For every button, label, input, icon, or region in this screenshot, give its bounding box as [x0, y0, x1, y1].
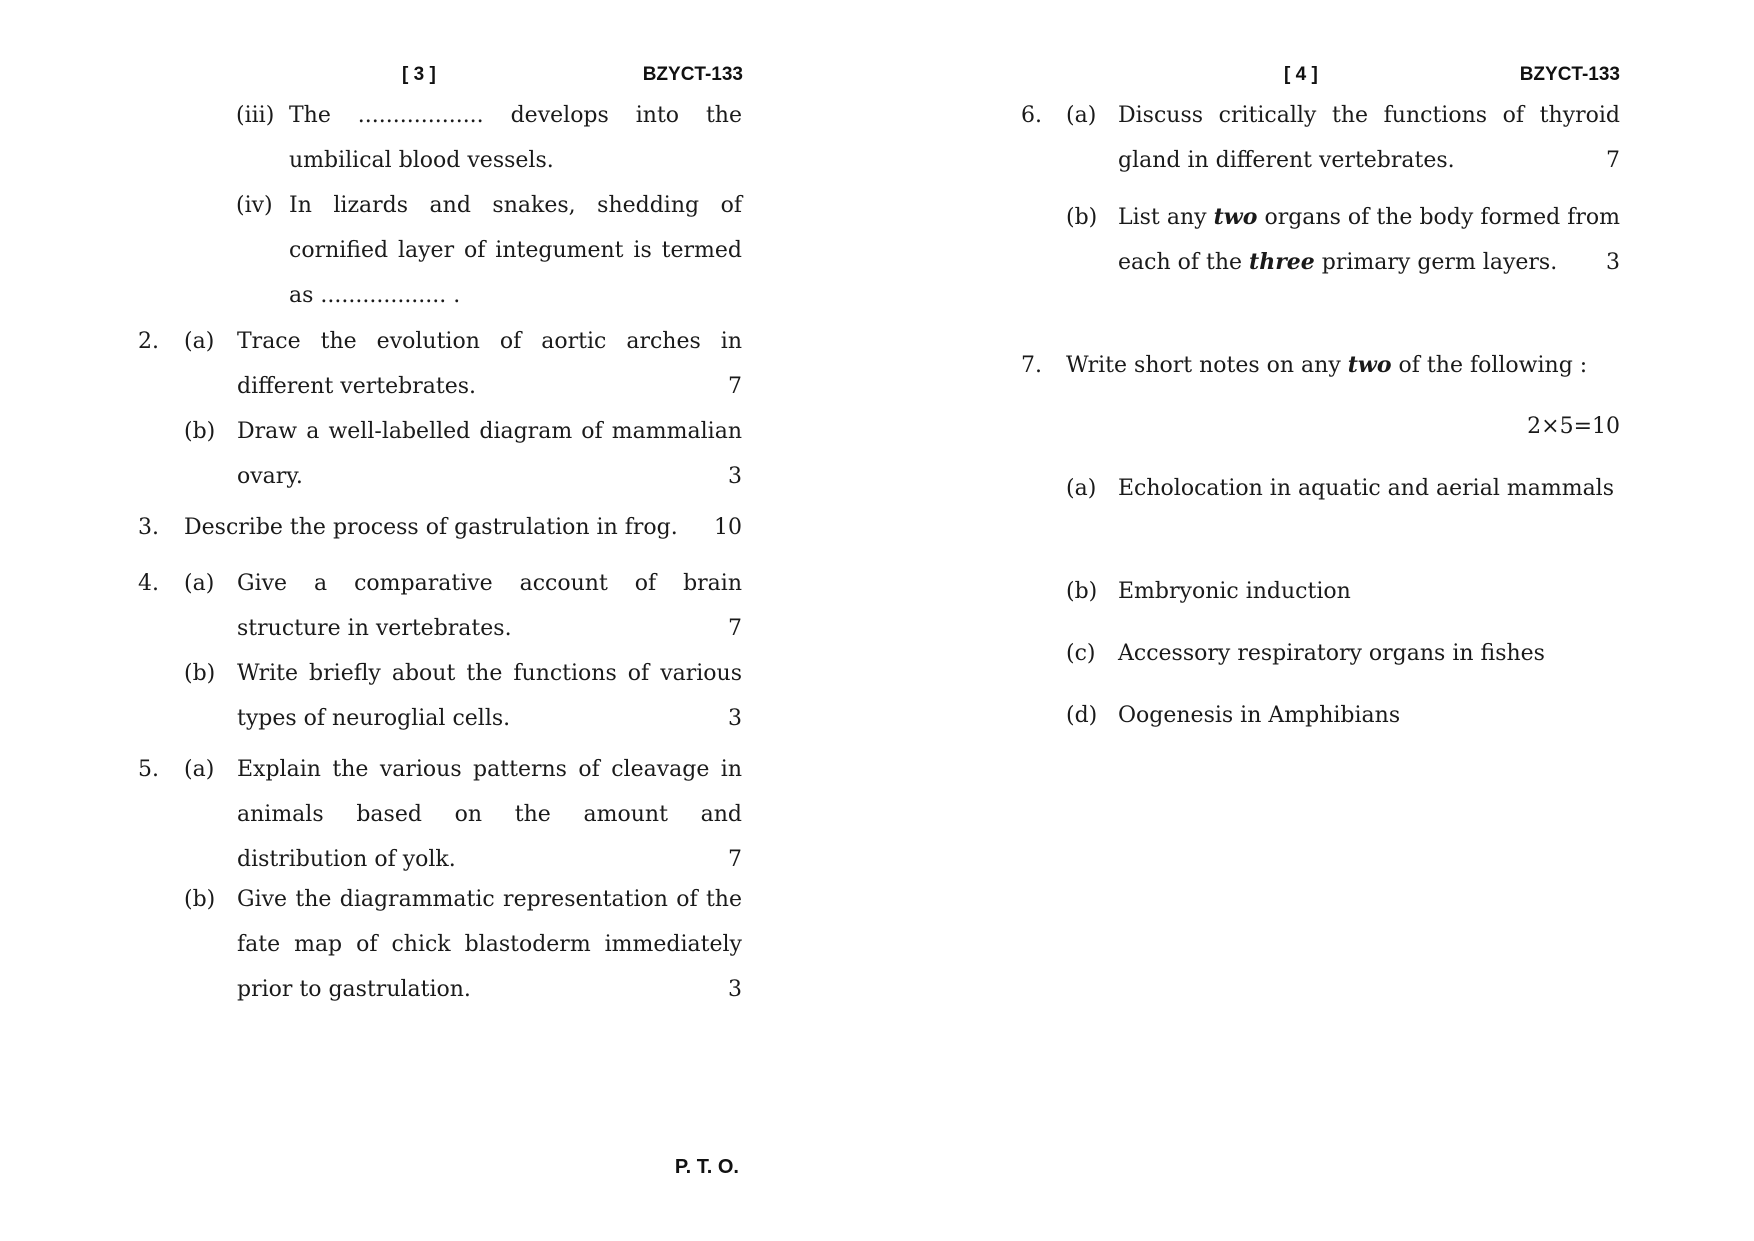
item-text: In lizards and snakes, shedding of cornified layer of integument is termed as .................. . [289, 193, 742, 308]
part-b [237, 409, 742, 499]
part-text: Explain the various patterns of cleavage in animals based on the amount and distribution of yolk. [237, 757, 742, 872]
option-text: Echolocation in aquatic and aerial mammals [1118, 476, 1615, 501]
question-body [184, 505, 742, 550]
marks: 10 [714, 515, 742, 540]
marks: 3 [728, 706, 742, 731]
marks: 3 [1606, 250, 1620, 275]
item-text: The .................. develops into the umbilical blood vessels. [289, 103, 742, 173]
part-text: Discuss critically the functions of thyroid gland in different vertebrates. [1118, 103, 1620, 173]
item-label: (iii) [236, 103, 275, 128]
question-number: 4. [138, 571, 159, 596]
part-a [1118, 93, 1620, 183]
part-label: (b) [1066, 205, 1098, 230]
part-label: (b) [184, 419, 216, 444]
marks: 7 [728, 616, 742, 641]
pto-footer: P. T. O. [674, 1156, 739, 1178]
part-text: Give a comparative account of brain structure in vertebrates. [237, 571, 742, 641]
course-code: BZYCT-133 [1519, 64, 1620, 85]
marks: 7 [728, 847, 742, 872]
question-number: 3. [138, 515, 159, 540]
part-label: (a) [184, 329, 215, 354]
option-text: Oogenesis in Amphibians [1118, 703, 1401, 728]
part-text: Write briefly about the functions of various types of neuroglial cells. [237, 661, 742, 731]
page-number: [ 4 ] [1284, 64, 1318, 85]
text-segment: Write short notes on any [1066, 353, 1341, 378]
part-a [237, 561, 742, 651]
page-4 [877, 0, 1754, 1241]
part-b [1118, 195, 1620, 285]
option-label: (a) [1066, 476, 1097, 501]
question-text: Describe the process of gastrulation in frog. [184, 515, 678, 540]
marks: 7 [1606, 148, 1620, 173]
option-label: (c) [1066, 641, 1096, 666]
part-b [237, 651, 742, 741]
marks: 3 [728, 977, 742, 1002]
question-body [1066, 343, 1620, 388]
option-label: (b) [1066, 579, 1098, 604]
question-number: 7. [1021, 353, 1042, 378]
option-text: Embryonic induction [1118, 579, 1351, 604]
option-text: Accessory respiratory organs in fishes [1118, 641, 1545, 666]
part-b [237, 877, 742, 1012]
item-label: (iv) [236, 193, 273, 218]
part-text: Trace the evolution of aortic arches in different vertebrates. [237, 329, 742, 399]
emphasis: two [1213, 204, 1258, 230]
part-text: Draw a well-labelled diagram of mammalian ovary. [237, 419, 742, 489]
question-number: 5. [138, 757, 159, 782]
part-label: (a) [184, 571, 215, 596]
emphasis: two [1347, 352, 1392, 378]
page-number: [ 3 ] [402, 64, 436, 85]
question-number: 6. [1021, 103, 1042, 128]
text-segment: primary germ layers. [1321, 250, 1558, 275]
marks: 3 [728, 464, 742, 489]
text-segment: of the following : [1398, 353, 1588, 378]
marks: 2×5=10 [1527, 414, 1620, 439]
part-label: (b) [184, 887, 216, 912]
text-segment: organs of the body formed from each of the [1118, 205, 1621, 275]
part-label: (a) [1066, 103, 1097, 128]
marks: 7 [728, 374, 742, 399]
part-text: Give the diagrammatic representation of the fate map of chick blastoderm immediately prior to gastrulation. [237, 887, 742, 1002]
text-segment: List any [1118, 205, 1207, 230]
part-a [237, 319, 742, 409]
part-a [237, 747, 742, 882]
part-label: (b) [184, 661, 216, 686]
emphasis: three [1249, 249, 1315, 275]
part-label: (a) [184, 757, 215, 782]
question-number: 2. [138, 329, 159, 354]
course-code: BZYCT-133 [642, 64, 743, 85]
option-label: (d) [1066, 703, 1098, 728]
